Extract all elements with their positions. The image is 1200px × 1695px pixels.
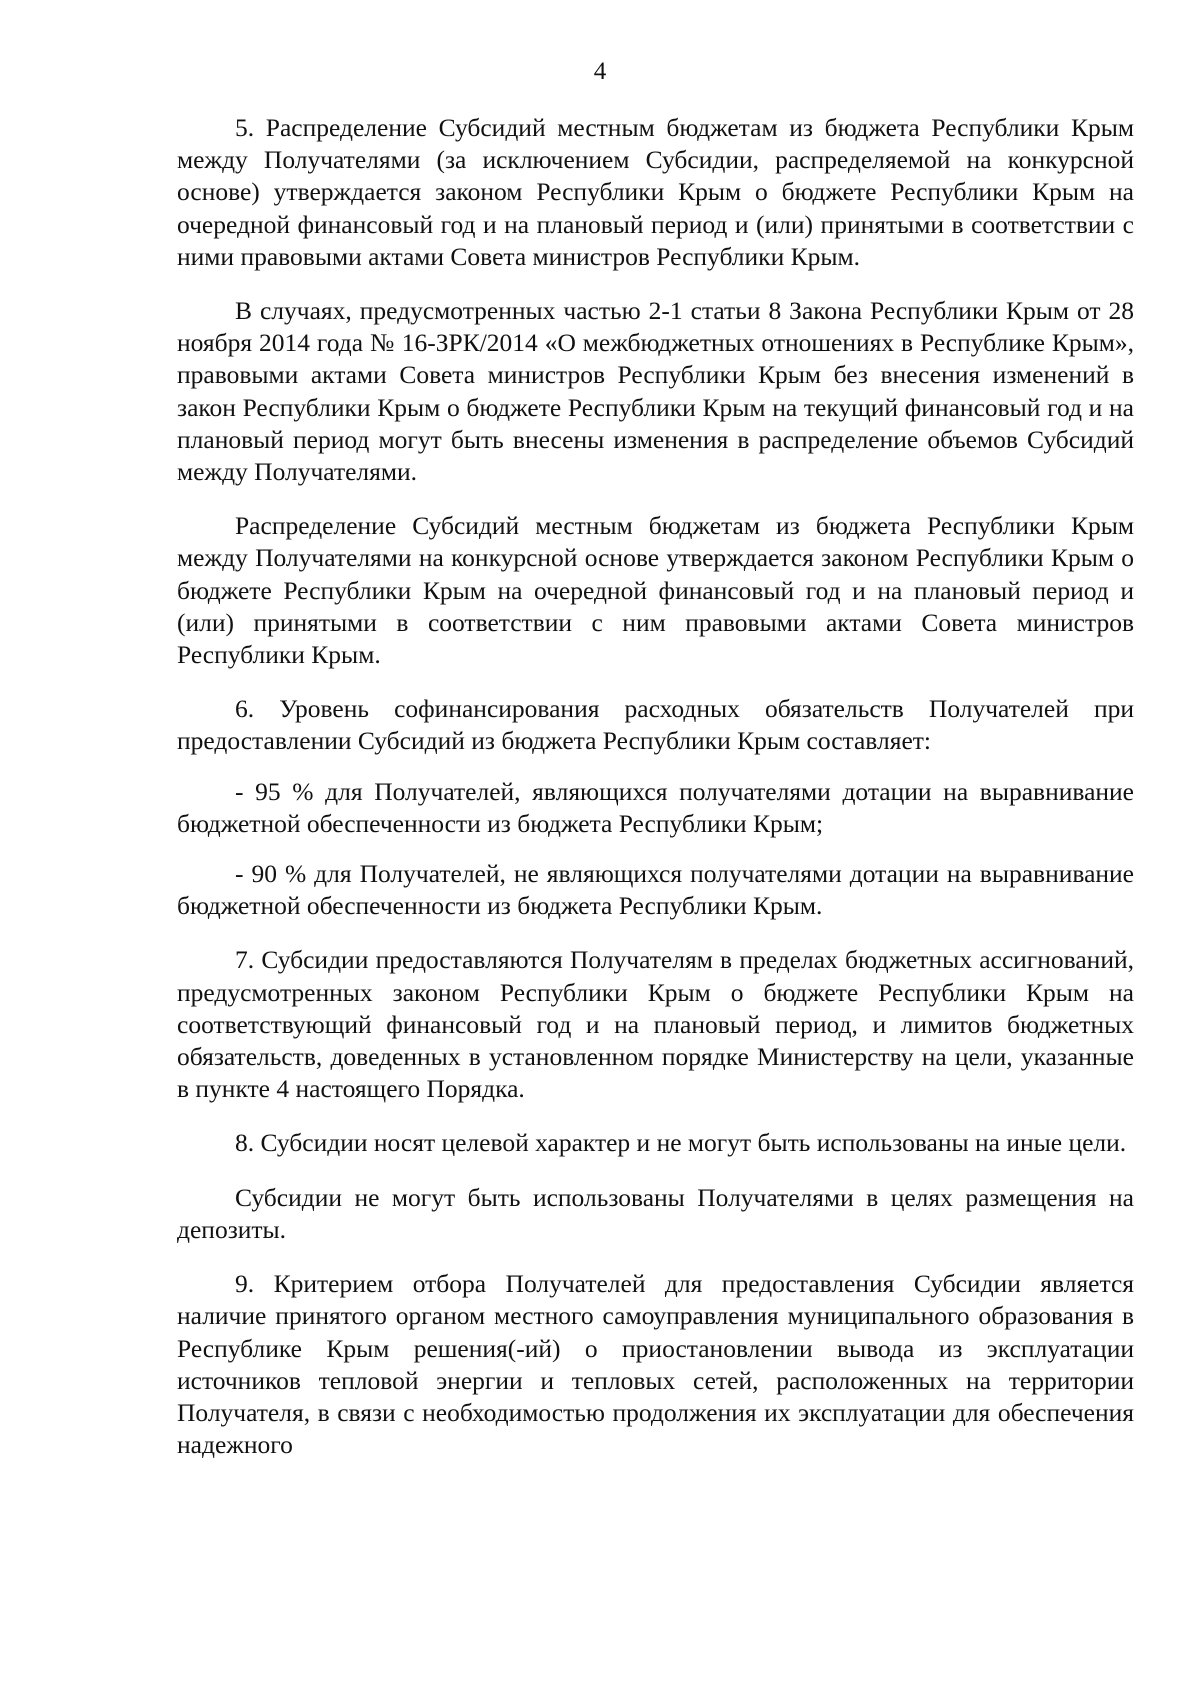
paragraph-9-selection-criterion: 9. Критерием отбора Получателей для предоставления Субсидии является наличие принятого органом местного самоуправления муниципального образования в Республике Крым решения(-ий) о приостановлении вывода из эксплуатации источников тепловой энергии и тепловых сетей, расположенных на территории Получателя, в связи с необходимостью продолжения их эксплуатации для обеспечения надежного <box>177 1269 1134 1460</box>
paragraph-5-distribution: 5. Распределение Субсидий местным бюджетам из бюджета Республики Крым между Получателями (за исключением Субсидии, распределяемой на конкурсной основе) утверждается законом Республики Крым о бюджете Республики Крым на очередной финансовый год и на плановый период и (или) принятыми в соответствии с ними правовыми актами Совета министров Республики Крым. <box>177 113 1134 271</box>
paragraph-7-limits: 7. Субсидии предоставляются Получателям в пределах бюджетных ассигнований, предусмотренных законом Республики Крым о бюджете Республики Крым на соответствующий финансовый год и на плановый период, и лимитов бюджетных обязательств, доведенных в установленном порядке Министерству на цели, указанные в пункте 4 настоящего Порядка. <box>177 945 1134 1104</box>
list-item-95-percent: - 95 % для Получателей, являющихся получателями дотации на выравнивание бюджетной обеспеченности из бюджета Республики Крым; <box>177 776 1134 838</box>
list-item-90-percent: - 90 % для Получателей, не являющихся получателями дотации на выравнивание бюджетной обеспеченности из бюджета Республики Крым. <box>177 859 1134 921</box>
paragraph-deposits: Субсидии не могут быть использованы Получателями в целях размещения на депозиты. <box>177 1182 1134 1244</box>
paragraph-8-target-purpose: 8. Субсидии носят целевой характер и не могут быть использованы на иные цели. <box>235 1128 1127 1158</box>
page-number: 4 <box>593 58 607 85</box>
paragraph-distribution-changes: В случаях, предусмотренных частью 2-1 статьи 8 Закона Республики Крым от 28 ноября 2014 года № 16-ЗРК/2014 «О межбюджетных отношениях в Республике Крым», правовыми актами Совета министров Республики Крым без внесения изменений в закон Республики Крым о бюджете Республики Крым на текущий финансовый год и на плановый период могут быть внесены изменения в распределение объемов Субсидий между Получателями. <box>177 296 1134 487</box>
paragraph-competitive-distribution: Распределение Субсидий местным бюджетам из бюджета Республики Крым между Получателями на конкурсной основе утверждается законом Республики Крым о бюджете Республики Крым на очередной финансовый год и на плановый период и (или) принятыми в соответствии с ним правовыми актами Совета министров Республики Крым. <box>177 511 1134 670</box>
paragraph-6-cofinancing: 6. Уровень софинансирования расходных обязательств Получателей при предоставлении Субсидий из бюджета Республики Крым составляет: <box>177 694 1134 756</box>
document-body <box>177 112 1134 1483</box>
